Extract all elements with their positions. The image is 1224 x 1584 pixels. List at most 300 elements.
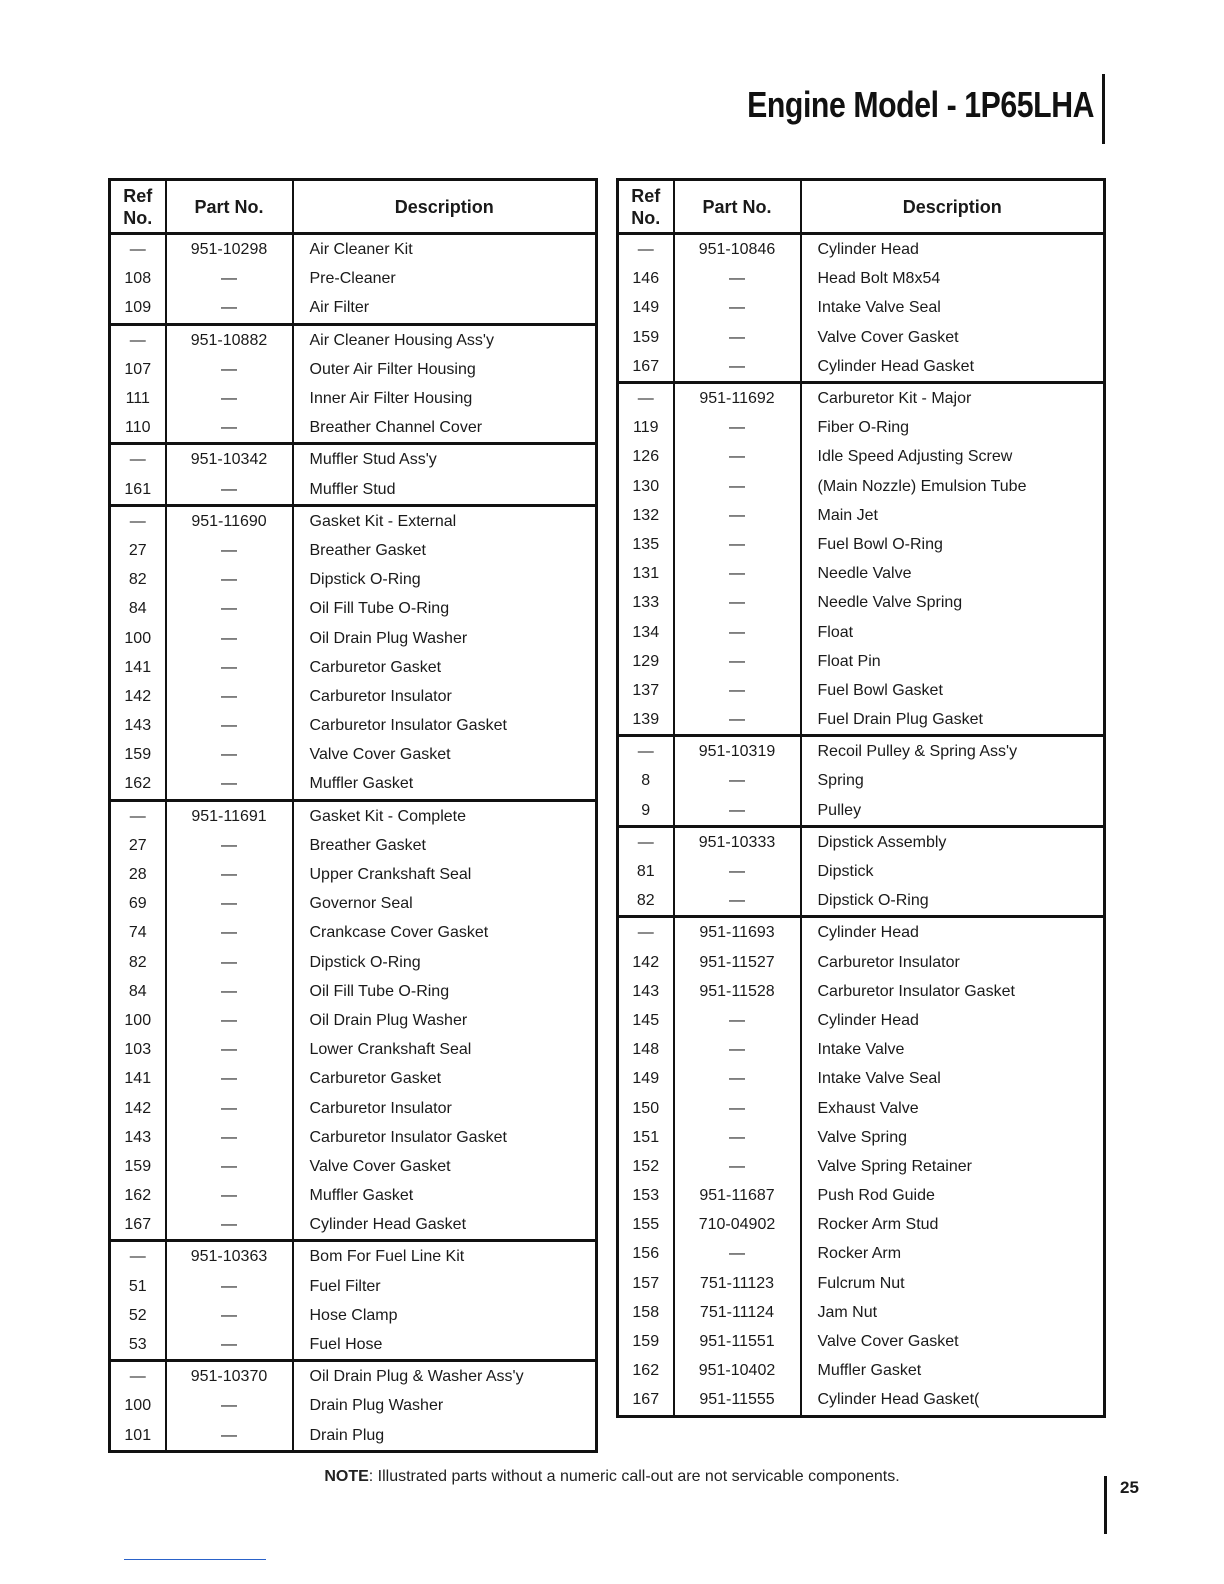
right-table-body <box>618 234 1105 1417</box>
table-row <box>618 559 1105 588</box>
description-cell: Drain Plug Washer <box>293 1391 597 1420</box>
part-no-cell: — <box>166 264 293 293</box>
part-no-cell: — <box>166 355 293 384</box>
part-no-cell: — <box>674 413 801 442</box>
description-cell: Rocker Arm <box>801 1239 1105 1268</box>
ref-cell: 84 <box>110 594 166 623</box>
table-row <box>110 918 597 947</box>
part-no-cell: 951-10882 <box>166 324 293 355</box>
part-no-cell: — <box>166 860 293 889</box>
ref-cell: 162 <box>110 769 166 800</box>
part-no-cell: — <box>166 1123 293 1152</box>
description-cell: Lower Crankshaft Seal <box>293 1035 597 1064</box>
table-row <box>110 1391 597 1420</box>
table-row <box>110 475 597 506</box>
table-row <box>110 1272 597 1301</box>
ref-cell: 132 <box>618 501 674 530</box>
table-row <box>618 1239 1105 1268</box>
part-no-cell: 951-11551 <box>674 1327 801 1356</box>
part-no-cell: 951-11691 <box>166 800 293 831</box>
description-cell: Carburetor Insulator Gasket <box>801 977 1105 1006</box>
table-row <box>618 501 1105 530</box>
table-row <box>618 588 1105 617</box>
ref-cell: 51 <box>110 1272 166 1301</box>
table-row <box>618 1385 1105 1416</box>
part-no-cell: — <box>674 293 801 322</box>
part-no-cell: — <box>166 1272 293 1301</box>
table-row <box>618 676 1105 705</box>
part-no-cell: — <box>674 472 801 501</box>
table-row <box>110 1301 597 1330</box>
part-no-cell: — <box>674 264 801 293</box>
part-no-cell: — <box>166 1064 293 1093</box>
description-cell: Cylinder Head <box>801 917 1105 948</box>
table-row <box>618 352 1105 383</box>
description-cell: Exhaust Valve <box>801 1093 1105 1122</box>
table-row <box>618 1181 1105 1210</box>
ref-cell: — <box>618 917 674 948</box>
description-cell: Fuel Drain Plug Gasket <box>801 705 1105 736</box>
ref-cell: — <box>110 1241 166 1272</box>
ref-cell: 159 <box>618 323 674 352</box>
ref-cell: 107 <box>110 355 166 384</box>
part-no-cell: — <box>166 1152 293 1181</box>
ref-cell: — <box>618 382 674 413</box>
page-title: Engine Model - 1P65LHA <box>747 84 1094 125</box>
part-no-cell: — <box>166 384 293 413</box>
description-cell: Oil Drain Plug Washer <box>293 1006 597 1035</box>
ref-cell: 130 <box>618 472 674 501</box>
part-no-cell: — <box>674 559 801 588</box>
description-cell: Cylinder Head <box>801 1006 1105 1035</box>
ref-cell: 69 <box>110 889 166 918</box>
part-no-cell: — <box>674 442 801 471</box>
ref-cell: 145 <box>618 1006 674 1035</box>
ref-cell: 152 <box>618 1152 674 1181</box>
table-row <box>618 1035 1105 1064</box>
ref-cell: 151 <box>618 1123 674 1152</box>
part-no-cell: — <box>166 1006 293 1035</box>
part-no-cell: — <box>166 623 293 652</box>
part-no-cell: — <box>166 918 293 947</box>
description-cell: Valve Cover Gasket <box>293 740 597 769</box>
description-cell: Fuel Hose <box>293 1330 597 1361</box>
ref-cell: 129 <box>618 647 674 676</box>
description-cell: (Main Nozzle) Emulsion Tube <box>801 472 1105 501</box>
description-cell: Float <box>801 617 1105 646</box>
description-cell: Air Filter <box>293 293 597 324</box>
description-cell: Spring <box>801 766 1105 795</box>
table-group-row <box>110 505 597 536</box>
table-group-row <box>618 234 1105 265</box>
description-cell: Bom For Fuel Line Kit <box>293 1241 597 1272</box>
part-no-cell: — <box>674 796 801 827</box>
table-row <box>110 1035 597 1064</box>
description-cell: Fiber O-Ring <box>801 413 1105 442</box>
description-cell: Needle Valve <box>801 559 1105 588</box>
table-row <box>110 536 597 565</box>
table-row <box>618 1064 1105 1093</box>
table-row <box>618 796 1105 827</box>
part-no-cell: — <box>166 831 293 860</box>
description-cell: Valve Spring <box>801 1123 1105 1152</box>
table-row <box>618 948 1105 977</box>
part-no-cell: — <box>674 1239 801 1268</box>
ref-cell: 153 <box>618 1181 674 1210</box>
part-no-cell: — <box>166 565 293 594</box>
ref-cell: 27 <box>110 536 166 565</box>
description-cell: Intake Valve Seal <box>801 293 1105 322</box>
table-row <box>110 413 597 444</box>
part-no-cell: 951-11527 <box>674 948 801 977</box>
ref-cell: 149 <box>618 1064 674 1093</box>
description-cell: Pulley <box>801 796 1105 827</box>
ref-cell: 149 <box>618 293 674 322</box>
description-cell: Carburetor Gasket <box>293 653 597 682</box>
table-row <box>110 264 597 293</box>
parts-table-right <box>616 178 1106 1418</box>
ref-cell: 141 <box>110 653 166 682</box>
table-row <box>110 1421 597 1452</box>
ref-cell: 142 <box>618 948 674 977</box>
part-no-cell: — <box>166 594 293 623</box>
part-no-cell: — <box>166 1330 293 1361</box>
ref-cell: — <box>110 505 166 536</box>
part-no-cell: 710-04902 <box>674 1210 801 1239</box>
table-group-row <box>110 1361 597 1392</box>
ref-cell: 143 <box>110 711 166 740</box>
part-no-cell: — <box>674 588 801 617</box>
part-no-cell: — <box>674 886 801 917</box>
ref-cell: — <box>618 826 674 857</box>
table-row <box>110 623 597 652</box>
table-row <box>618 1298 1105 1327</box>
ref-cell: 82 <box>110 948 166 977</box>
description-cell: Intake Valve <box>801 1035 1105 1064</box>
ref-cell: 133 <box>618 588 674 617</box>
description-cell: Push Rod Guide <box>801 1181 1105 1210</box>
ref-cell: 82 <box>618 886 674 917</box>
part-no-cell: 951-10298 <box>166 234 293 265</box>
ref-cell: 159 <box>618 1327 674 1356</box>
ref-cell: 100 <box>110 1006 166 1035</box>
note-label: NOTE <box>324 1468 369 1485</box>
description-cell: Gasket Kit - Complete <box>293 800 597 831</box>
ref-cell: 161 <box>110 475 166 506</box>
part-no-cell: — <box>166 740 293 769</box>
ref-cell: 126 <box>618 442 674 471</box>
table-row <box>618 647 1105 676</box>
ref-cell: 100 <box>110 1391 166 1420</box>
ref-cell: 162 <box>110 1181 166 1210</box>
description-cell: Oil Drain Plug Washer <box>293 623 597 652</box>
description-cell: Carburetor Kit - Major <box>801 382 1105 413</box>
ref-cell: 157 <box>618 1269 674 1298</box>
table-row <box>110 1006 597 1035</box>
table-row <box>618 1152 1105 1181</box>
ref-cell: — <box>110 444 166 475</box>
ref-cell: 141 <box>110 1064 166 1093</box>
description-cell: Drain Plug <box>293 1421 597 1452</box>
description-cell: Dipstick O-Ring <box>801 886 1105 917</box>
table-row <box>618 1006 1105 1035</box>
ref-cell: — <box>618 234 674 265</box>
header-description: Description <box>293 180 597 234</box>
part-no-cell: 951-11692 <box>674 382 801 413</box>
table-row <box>110 594 597 623</box>
ref-cell: 81 <box>618 857 674 886</box>
part-no-cell: — <box>166 1301 293 1330</box>
description-cell: Muffler Gasket <box>293 1181 597 1210</box>
table-row <box>618 1356 1105 1385</box>
table-row <box>618 1327 1105 1356</box>
table-row <box>110 977 597 1006</box>
part-no-cell: — <box>166 293 293 324</box>
table-group-row <box>110 1241 597 1272</box>
table-row <box>110 1152 597 1181</box>
ref-cell: 103 <box>110 1035 166 1064</box>
table-row <box>110 769 597 800</box>
part-no-cell: 951-10846 <box>674 234 801 265</box>
part-no-cell: — <box>166 1210 293 1241</box>
table-group-row <box>110 324 597 355</box>
ref-cell: 148 <box>618 1035 674 1064</box>
table-row <box>110 682 597 711</box>
description-cell: Intake Valve Seal <box>801 1064 1105 1093</box>
description-cell: Fulcrum Nut <box>801 1269 1105 1298</box>
table-row <box>110 1093 597 1122</box>
description-cell: Cylinder Head Gasket( <box>801 1385 1105 1416</box>
table-group-row <box>110 800 597 831</box>
part-no-cell: — <box>674 1035 801 1064</box>
ref-cell: 143 <box>618 977 674 1006</box>
table-group-row <box>110 444 597 475</box>
description-cell: Carburetor Insulator <box>293 1093 597 1122</box>
description-cell: Oil Fill Tube O-Ring <box>293 594 597 623</box>
description-cell: Governor Seal <box>293 889 597 918</box>
ref-cell: 162 <box>618 1356 674 1385</box>
description-cell: Fuel Filter <box>293 1272 597 1301</box>
description-cell: Breather Gasket <box>293 536 597 565</box>
part-no-cell: — <box>166 1421 293 1452</box>
description-cell: Head Bolt M8x54 <box>801 264 1105 293</box>
table-group-row <box>618 736 1105 767</box>
ref-cell: 28 <box>110 860 166 889</box>
ref-cell: 27 <box>110 831 166 860</box>
description-cell: Cylinder Head Gasket <box>293 1210 597 1241</box>
ref-cell: 159 <box>110 740 166 769</box>
ref-cell: 134 <box>618 617 674 646</box>
part-no-cell: — <box>674 705 801 736</box>
part-no-cell: — <box>674 323 801 352</box>
table-row <box>618 766 1105 795</box>
description-cell: Carburetor Insulator <box>293 682 597 711</box>
table-row <box>110 1330 597 1361</box>
table-group-row <box>618 382 1105 413</box>
part-no-cell: 951-11687 <box>674 1181 801 1210</box>
ref-cell: 137 <box>618 676 674 705</box>
ref-cell: — <box>110 1361 166 1392</box>
description-cell: Hose Clamp <box>293 1301 597 1330</box>
description-cell: Valve Cover Gasket <box>293 1152 597 1181</box>
description-cell: Fuel Bowl O-Ring <box>801 530 1105 559</box>
description-cell: Dipstick O-Ring <box>293 565 597 594</box>
part-no-cell: — <box>674 647 801 676</box>
table-row <box>110 831 597 860</box>
table-row <box>618 1093 1105 1122</box>
ref-cell: 167 <box>618 352 674 383</box>
part-no-cell: — <box>166 653 293 682</box>
description-cell: Carburetor Insulator <box>801 948 1105 977</box>
title-divider <box>1102 74 1105 144</box>
description-cell: Muffler Stud Ass'y <box>293 444 597 475</box>
description-cell: Jam Nut <box>801 1298 1105 1327</box>
table-row <box>618 293 1105 322</box>
ref-cell: — <box>110 324 166 355</box>
ref-cell: 84 <box>110 977 166 1006</box>
ref-cell: 131 <box>618 559 674 588</box>
table-row <box>618 886 1105 917</box>
description-cell: Needle Valve Spring <box>801 588 1105 617</box>
table-row <box>618 264 1105 293</box>
page-number-divider <box>1104 1476 1107 1534</box>
part-no-cell: — <box>166 769 293 800</box>
ref-cell: 159 <box>110 1152 166 1181</box>
table-row <box>110 889 597 918</box>
table-row <box>110 948 597 977</box>
table-row <box>618 857 1105 886</box>
table-row <box>618 705 1105 736</box>
part-no-cell: — <box>166 682 293 711</box>
part-no-cell: — <box>674 1123 801 1152</box>
ref-cell: 109 <box>110 293 166 324</box>
part-no-cell: — <box>166 889 293 918</box>
header-description: Description <box>801 180 1105 234</box>
table-row <box>618 472 1105 501</box>
description-cell: Breather Gasket <box>293 831 597 860</box>
table-row <box>618 530 1105 559</box>
table-row <box>618 1269 1105 1298</box>
parts-table-left <box>108 178 598 1453</box>
header-part-no: Part No. <box>166 180 293 234</box>
description-cell: Muffler Gasket <box>293 769 597 800</box>
part-no-cell: — <box>166 1035 293 1064</box>
description-cell: Main Jet <box>801 501 1105 530</box>
part-no-cell: — <box>674 530 801 559</box>
table-row <box>618 323 1105 352</box>
page-number: 25 <box>1120 1478 1139 1497</box>
table-header-row <box>618 180 1105 234</box>
description-cell: Rocker Arm Stud <box>801 1210 1105 1239</box>
ref-cell: 74 <box>110 918 166 947</box>
description-cell: Dipstick O-Ring <box>293 948 597 977</box>
table-row <box>110 1181 597 1210</box>
ref-cell: 8 <box>618 766 674 795</box>
table-row <box>110 1064 597 1093</box>
part-no-cell: — <box>674 617 801 646</box>
description-cell: Gasket Kit - External <box>293 505 597 536</box>
table-row <box>110 565 597 594</box>
ref-cell: 52 <box>110 1301 166 1330</box>
part-no-cell: — <box>674 1093 801 1122</box>
part-no-cell: 951-11528 <box>674 977 801 1006</box>
ref-cell: 167 <box>110 1210 166 1241</box>
part-no-cell: — <box>674 1064 801 1093</box>
table-row <box>110 355 597 384</box>
description-cell: Idle Speed Adjusting Screw <box>801 442 1105 471</box>
ref-cell: 119 <box>618 413 674 442</box>
part-no-cell: 951-11690 <box>166 505 293 536</box>
table-row <box>110 384 597 413</box>
description-cell: Muffler Stud <box>293 475 597 506</box>
ref-cell: 110 <box>110 413 166 444</box>
part-no-cell: — <box>166 413 293 444</box>
ref-cell: 142 <box>110 1093 166 1122</box>
ref-cell: 146 <box>618 264 674 293</box>
description-cell: Valve Cover Gasket <box>801 323 1105 352</box>
description-cell: Oil Fill Tube O-Ring <box>293 977 597 1006</box>
part-no-cell: — <box>166 948 293 977</box>
ref-cell: 150 <box>618 1093 674 1122</box>
ref-cell: 142 <box>110 682 166 711</box>
description-cell: Float Pin <box>801 647 1105 676</box>
part-no-cell: — <box>166 475 293 506</box>
ref-cell: 100 <box>110 623 166 652</box>
part-no-cell: 951-10319 <box>674 736 801 767</box>
table-row <box>110 1210 597 1241</box>
part-no-cell: — <box>166 977 293 1006</box>
description-cell: Dipstick <box>801 857 1105 886</box>
description-cell: Inner Air Filter Housing <box>293 384 597 413</box>
part-no-cell: 751-11124 <box>674 1298 801 1327</box>
description-cell: Dipstick Assembly <box>801 826 1105 857</box>
header-ref: Ref No. <box>618 180 674 234</box>
ref-cell: 135 <box>618 530 674 559</box>
description-cell: Carburetor Gasket <box>293 1064 597 1093</box>
description-cell: Outer Air Filter Housing <box>293 355 597 384</box>
table-row <box>110 711 597 740</box>
part-no-cell: — <box>674 1006 801 1035</box>
table-row <box>110 1123 597 1152</box>
part-no-cell: — <box>166 711 293 740</box>
description-cell: Air Cleaner Kit <box>293 234 597 265</box>
ref-cell: 53 <box>110 1330 166 1361</box>
part-no-cell: — <box>674 501 801 530</box>
ref-cell: 143 <box>110 1123 166 1152</box>
ref-cell: 111 <box>110 384 166 413</box>
part-no-cell: — <box>674 766 801 795</box>
description-cell: Cylinder Head <box>801 234 1105 265</box>
part-no-cell: — <box>674 857 801 886</box>
table-row <box>618 442 1105 471</box>
note-text: : Illustrated parts without a numeric call-out are not servicable components. <box>368 1468 900 1485</box>
table-row <box>110 293 597 324</box>
footnote <box>0 1468 1224 1486</box>
table-row <box>618 617 1105 646</box>
ref-cell: 9 <box>618 796 674 827</box>
ref-cell: 101 <box>110 1421 166 1452</box>
description-cell: Fuel Bowl Gasket <box>801 676 1105 705</box>
part-no-cell: — <box>674 1152 801 1181</box>
header-part-no: Part No. <box>674 180 801 234</box>
table-row <box>618 413 1105 442</box>
header-ref: Ref No. <box>110 180 166 234</box>
part-no-cell: 951-11555 <box>674 1385 801 1416</box>
part-no-cell: — <box>166 1391 293 1420</box>
table-row <box>618 977 1105 1006</box>
description-cell: Upper Crankshaft Seal <box>293 860 597 889</box>
table-row <box>110 860 597 889</box>
